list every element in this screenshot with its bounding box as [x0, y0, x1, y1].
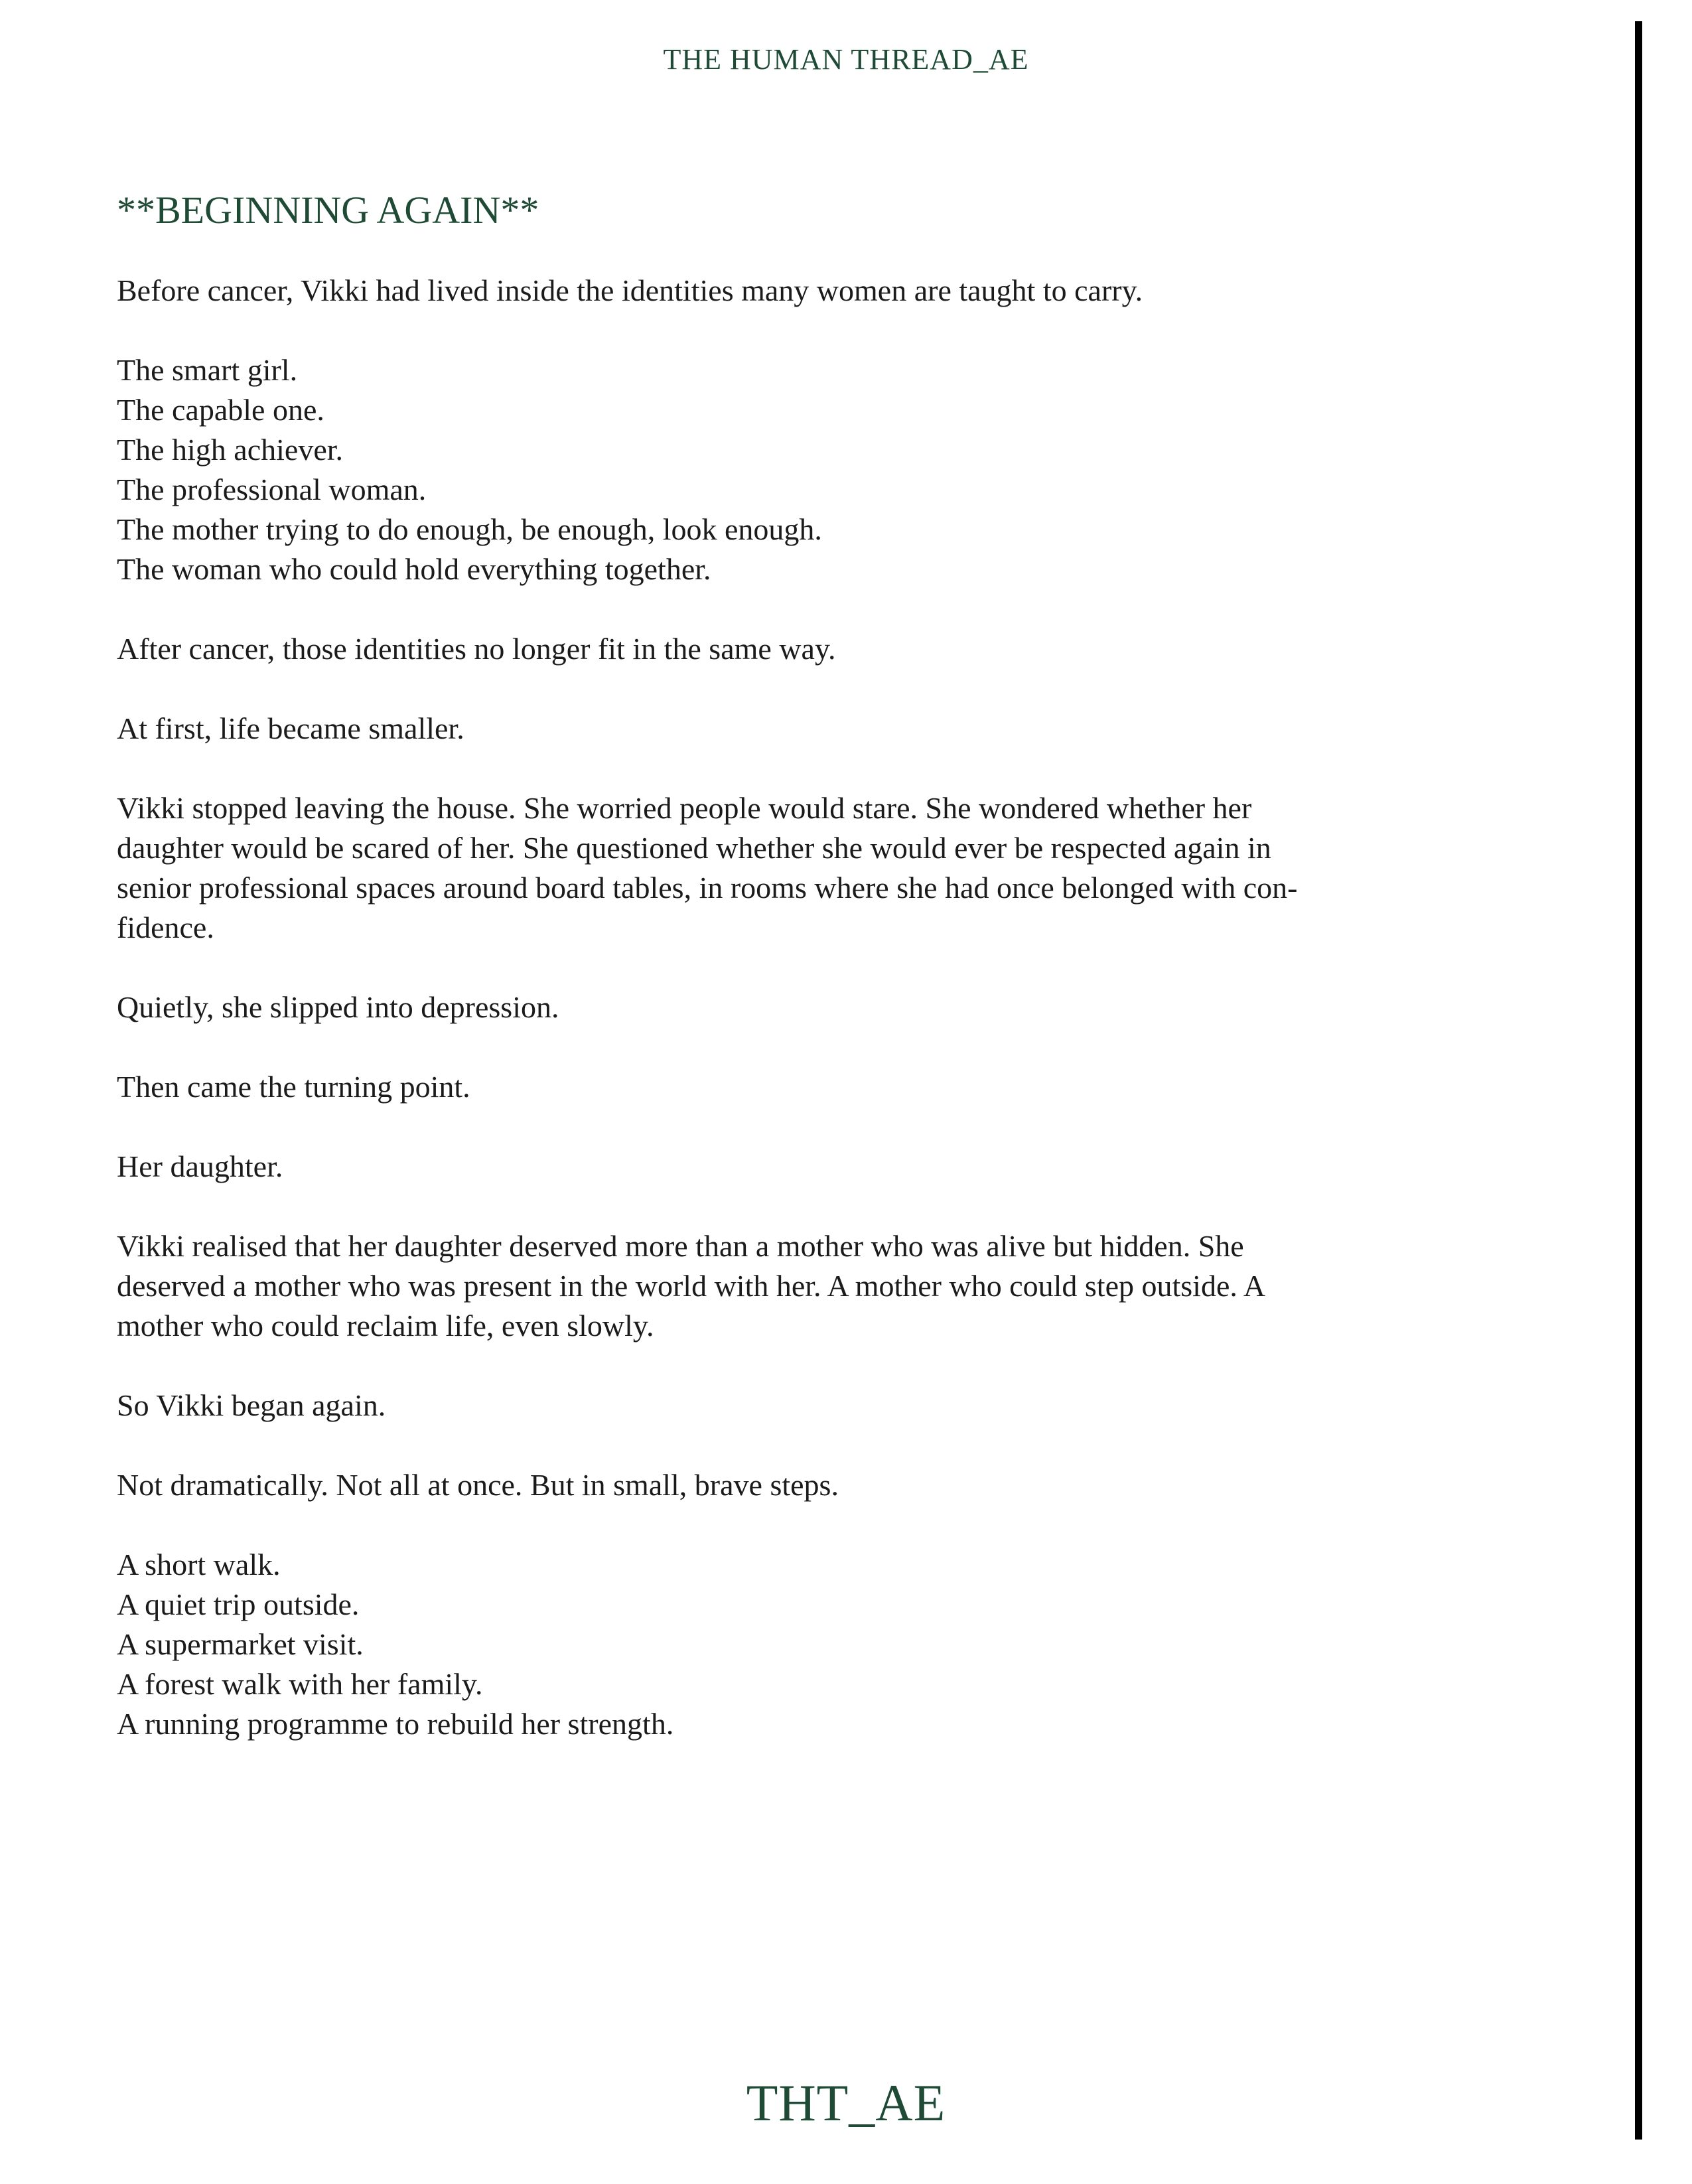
page-content — [117, 186, 1437, 1784]
paragraph-realisation — [117, 1226, 1437, 1346]
paragraph-line: fidence. — [117, 910, 214, 944]
identity-line: The high achiever. — [117, 433, 344, 467]
paragraph-after-cancer: After cancer, those identities no longer fit in the same way. — [117, 632, 836, 666]
vertical-rule — [1635, 21, 1642, 2140]
identity-line: The woman who could hold everything together. — [117, 552, 711, 586]
paragraph-small-steps: Not dramatically. Not all at once. But in small, brave steps. — [117, 1468, 839, 1502]
paragraph-withdrawal — [117, 788, 1437, 948]
paragraph-depression: Quietly, she slipped into depression. — [117, 990, 559, 1024]
step-line: A forest walk with her family. — [117, 1667, 483, 1701]
step-line: A supermarket visit. — [117, 1627, 364, 1661]
paragraph-her-daughter: Her daughter. — [117, 1149, 283, 1183]
paragraph-turning-point: Then came the turning point. — [117, 1070, 470, 1104]
steps-list — [117, 1545, 1437, 1744]
paragraph-began-again: So Vikki began again. — [117, 1388, 386, 1422]
paragraph-line: mother who could reclaim life, even slowly. — [117, 1309, 654, 1343]
paragraph-line: daughter would be scared of her. She questioned whether she would ever be respected again in — [117, 831, 1271, 865]
step-line: A running programme to rebuild her strength. — [117, 1707, 674, 1741]
step-line: A short walk. — [117, 1548, 281, 1581]
paragraph-intro: Before cancer, Vikki had lived inside the identities many women are taught to carry. — [117, 273, 1143, 307]
paragraph-line: deserved a mother who was present in the world with her. A mother who could step outside. A — [117, 1269, 1266, 1303]
identity-line: The smart girl. — [117, 353, 298, 387]
identity-line: The capable one. — [117, 393, 324, 427]
section-title: **BEGINNING AGAIN** — [117, 188, 539, 232]
paragraph-line: senior professional spaces around board tables, in rooms where she had once belonged with con- — [117, 871, 1298, 905]
footer-mark: THT_AE — [746, 2074, 946, 2132]
identity-line: The mother trying to do enough, be enough, look enough. — [117, 512, 822, 546]
paragraph-life-smaller: At first, life became smaller. — [117, 711, 464, 745]
paragraph-line: Vikki realised that her daughter deserved more than a mother who was alive but hidden. She — [117, 1229, 1244, 1263]
identities-list — [117, 350, 1437, 589]
paragraph-line: Vikki stopped leaving the house. She worried people would stare. She wondered whether her — [117, 791, 1252, 825]
identity-line: The professional woman. — [117, 473, 427, 506]
running-header: THE HUMAN THREAD_AE — [663, 43, 1029, 76]
step-line: A quiet trip outside. — [117, 1587, 360, 1621]
